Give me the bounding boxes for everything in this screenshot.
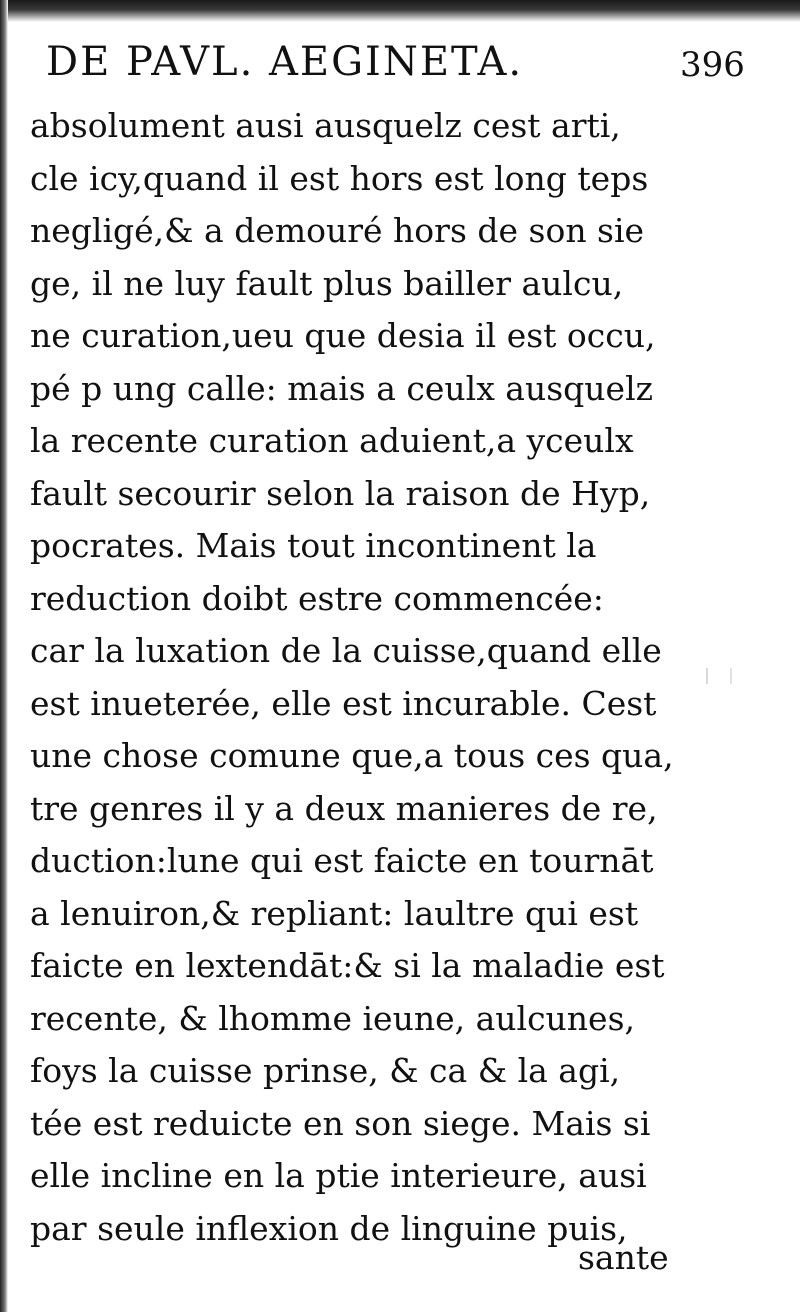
text-line: duction:lune qui est faicte en tournāt [30, 841, 654, 880]
text-line: pé p ung calle: mais a ceulx ausquelz [30, 368, 654, 408]
text-block [30, 100, 680, 1255]
text-line: ne curation,ueu que desia il est occu, [30, 316, 656, 355]
text-line: negligé,& a demouré hors de son sie [30, 211, 645, 250]
text-line: une chose comune que,a tous ces qua, [30, 736, 674, 775]
text-line: car la luxation de la cuisse,quand elle [30, 631, 662, 670]
text-line: absolument ausi ausquelz cest arti, [30, 106, 621, 145]
text-line: ge, il ne luy fault plus bailler aulcu, [30, 263, 624, 303]
text-line: est inueterée, elle est incurable. Cest [30, 683, 657, 723]
text-line: cle icy,quand il est hors est long teps [30, 158, 649, 198]
text-line: faicte en lextendāt:& si la maladie est [30, 946, 665, 985]
text-line: recente, & lhomme ieune, aulcunes, [30, 998, 636, 1038]
running-head: DE PAVL. AEGINETA. [46, 39, 524, 85]
text-line: tre genres il y a deux manieres de re, [30, 788, 658, 828]
page-number: 396 [680, 45, 745, 85]
catchword: sante [578, 1238, 669, 1277]
text-line: a lenuiron,& repliant: laultre qui est [30, 893, 639, 933]
text-line: elle incline en la ptie interieure, ausi [30, 1156, 647, 1195]
text-line: la recente curation aduient,a yceulx [30, 421, 634, 460]
text-line: pocrates. Mais tout incontinent la [30, 526, 597, 565]
text-line: reduction doibt estre commencée: [30, 578, 604, 618]
text-line: fault secourir selon la raison de Hyp, [30, 473, 651, 513]
text-line: tée est reduicte en son siege. Mais si [30, 1103, 651, 1143]
text-line: foys la cuisse prinse, & ca & la agi, [30, 1051, 621, 1090]
margin-show-through-mark [706, 668, 732, 684]
text-line: par seule inflexion de linguine puis, [30, 1208, 628, 1248]
